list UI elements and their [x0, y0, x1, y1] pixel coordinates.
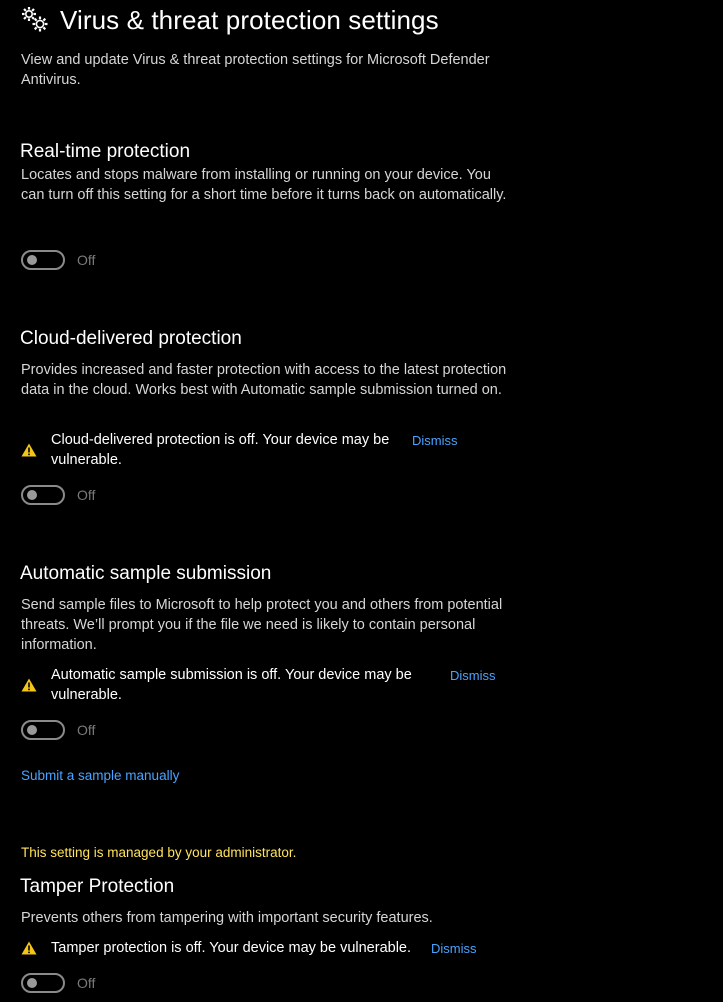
toggle-knob	[27, 725, 37, 735]
sample-title: Automatic sample submission	[20, 563, 272, 584]
cloud-toggle-state: Off	[77, 487, 96, 503]
sample-warning-text: Automatic sample submission is off. Your device may be vulnerable.	[51, 667, 412, 703]
realtime-toggle-state: Off	[77, 252, 96, 268]
realtime-description: Locates and stops malware from installing or running on your device. You can turn off this setting for a short time before it turns back on automatically.	[21, 167, 507, 203]
toggle-knob	[27, 490, 37, 500]
tamper-dismiss-link[interactable]: Dismiss	[431, 941, 477, 956]
cloud-toggle-row	[21, 485, 95, 505]
tamper-toggle-state: Off	[77, 975, 96, 991]
cloud-title: Cloud-delivered protection	[20, 328, 242, 349]
page-header	[20, 2, 439, 38]
tamper-toggle-row	[21, 973, 95, 993]
cloud-warning-text: Cloud-delivered protection is off. Your device may be vulnerable.	[51, 432, 390, 468]
tamper-title: Tamper Protection	[20, 876, 175, 897]
toggle-knob	[27, 255, 37, 265]
realtime-toggle-row	[21, 250, 95, 270]
tamper-toggle[interactable]	[21, 973, 65, 993]
admin-managed-note: This setting is managed by your administrator.	[21, 845, 297, 860]
sample-toggle-state: Off	[77, 722, 96, 738]
tamper-warning-text: Tamper protection is off. Your device may be vulnerable.	[51, 940, 412, 956]
warning-icon	[21, 443, 37, 457]
cloud-warning	[21, 430, 501, 470]
sample-warning	[21, 665, 501, 705]
sample-description: Send sample files to Microsoft to help protect you and others from potential threats. We’ll prompt you if the file we need is likely to contain personal information.	[21, 597, 503, 653]
gears-icon	[20, 5, 50, 35]
page-description: View and update Virus & threat protection settings for Microsoft Defender Antivirus.	[21, 52, 490, 88]
tamper-warning	[21, 938, 501, 958]
warning-icon	[21, 678, 37, 692]
sample-toggle-row	[21, 720, 95, 740]
toggle-knob	[27, 978, 37, 988]
cloud-dismiss-link[interactable]: Dismiss	[412, 433, 458, 448]
realtime-title: Real-time protection	[20, 141, 191, 162]
tamper-description: Prevents others from tampering with important security features.	[21, 910, 433, 926]
cloud-description: Provides increased and faster protection with access to the latest protection data in the cloud. Works best with Automatic sample submission turned on.	[21, 362, 507, 398]
submit-sample-link[interactable]: Submit a sample manually	[21, 768, 180, 783]
realtime-toggle[interactable]	[21, 250, 65, 270]
sample-toggle[interactable]	[21, 720, 65, 740]
sample-dismiss-link[interactable]: Dismiss	[450, 668, 496, 683]
cloud-toggle[interactable]	[21, 485, 65, 505]
warning-icon	[21, 941, 37, 955]
page-title: Virus & threat protection settings	[60, 4, 439, 35]
